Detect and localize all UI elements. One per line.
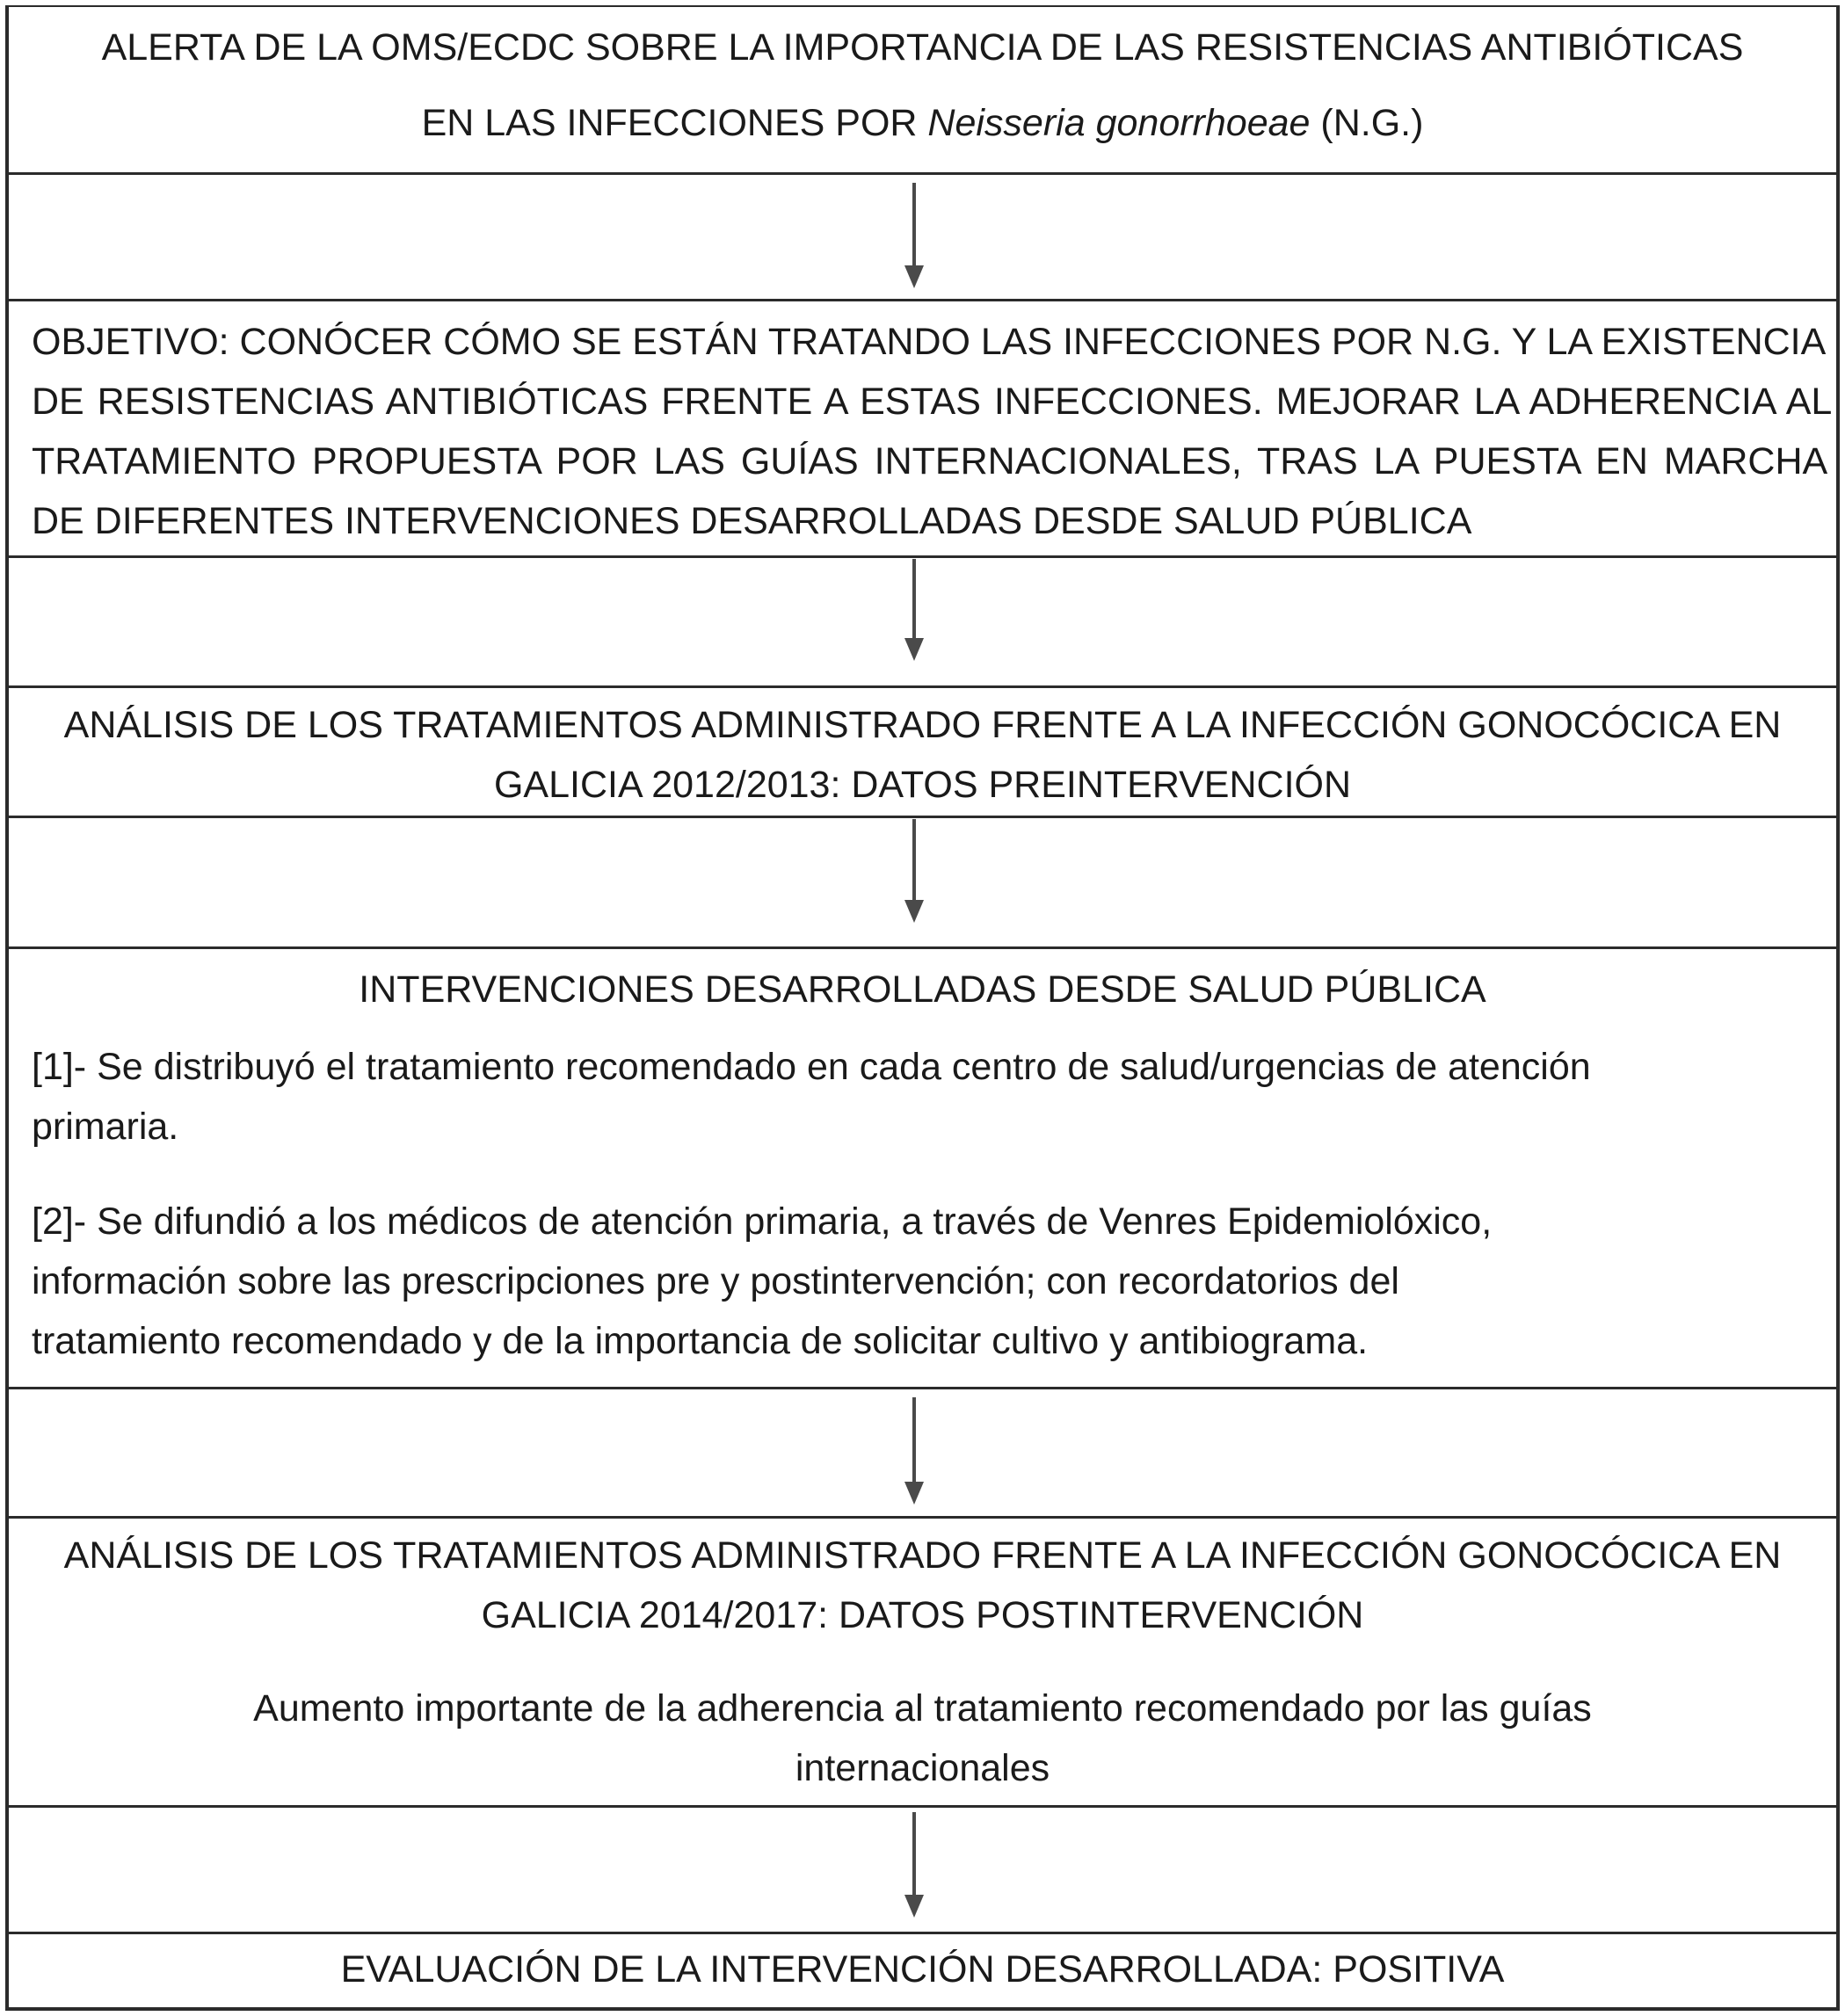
intervention-item-1-line-1: [1]- Se distribuyó el tratamiento recomendado en cada centro de salud/urgencias de atención: [32, 1046, 1591, 1088]
box-alert: [9, 7, 1836, 175]
box-alert-line-1: ALERTA DE LA OMS/ECDC SOBRE LA IMPORTANCIA DE LAS RESISTENCIAS ANTIBIÓTICAS: [101, 26, 1744, 69]
intervention-item-2: [9, 1192, 1836, 1371]
intervention-item-2-line-3: tratamiento recomendado y de la importancia de solicitar cultivo y antibiograma.: [32, 1320, 1369, 1362]
box-evaluation-text: EVALUACIÓN DE LA INTERVENCIÓN DESARROLLADA: POSITIVA: [340, 1948, 1505, 1991]
box-postintervention-line-1: ANÁLISIS DE LOS TRATAMIENTOS ADMINISTRADO FRENTE A LA INFECCIÓN GONOCÓCICA EN: [63, 1534, 1782, 1577]
box-postintervention-line-2: GALICIA 2014/2017: DATOS POSTINTERVENCIÓN: [481, 1594, 1364, 1636]
box-interventions-title: INTERVENCIONES DESARROLLADAS DESDE SALUD PÚBLICA: [359, 968, 1486, 1011]
box-objective-line-4: DE DIFERENTES INTERVENCIONES DESARROLLADAS DESDE SALUD PÚBLICA: [32, 500, 1472, 542]
arrow-3: [904, 819, 924, 925]
box-alert-line-2-pre: EN LAS INFECCIONES POR: [421, 102, 928, 144]
box-alert-line-2-post: (N.G.): [1310, 102, 1424, 144]
box-postintervention-result-line-1: Aumento importante de la adherencia al tratamiento recomendado por las guías: [253, 1687, 1592, 1730]
arrow-down-icon: [904, 1397, 924, 1506]
box-postintervention-result-line-2: internacionales: [795, 1747, 1050, 1789]
box-objective-line-2: DE RESISTENCIAS ANTIBIÓTICAS FRENTE A ESTAS INFECCIONES. MEJORAR LA ADHERENCIA AL: [32, 381, 1833, 423]
box-evaluation: [9, 1932, 1836, 2007]
box-interventions: [9, 946, 1836, 1389]
box-alert-line-2: [9, 93, 1836, 153]
arrow-2: [904, 559, 924, 663]
intervention-item-2-line-1: [2]- Se difundió a los médicos de atención primaria, a través de Venres Epidemiolóxico,: [32, 1200, 1493, 1243]
arrow-1: [904, 183, 924, 290]
box-objective: [9, 299, 1836, 558]
arrow-down-icon: [904, 559, 924, 663]
arrow-down-icon: [904, 1812, 924, 1919]
intervention-item-1-line-2: primaria.: [32, 1106, 179, 1148]
arrow-down-icon: [904, 819, 924, 925]
box-preintervention: [9, 685, 1836, 818]
box-postintervention: [9, 1516, 1836, 1808]
box-preintervention-line-1: ANÁLISIS DE LOS TRATAMIENTOS ADMINISTRADO FRENTE A LA INFECCIÓN GONOCÓCICA EN: [63, 704, 1782, 746]
box-preintervention-line-2: GALICIA 2012/2013: DATOS PREINTERVENCIÓN: [493, 764, 1352, 806]
box-objective-line-1: OBJETIVO: CONÓCER CÓMO SE ESTÁN TRATANDO LAS INFECCIONES POR N.G. Y LA EXISTENCIA: [32, 321, 1827, 363]
intervention-item-2-line-2: información sobre las prescripciones pre y postintervención; con recordatorios del: [32, 1260, 1399, 1302]
intervention-item-1: [9, 1037, 1836, 1157]
box-alert-organism: Neisseria gonorrhoeae: [927, 102, 1311, 144]
arrow-5: [904, 1812, 924, 1919]
box-objective-line-3: TRATAMIENTO PROPUESTA POR LAS GUÍAS INTERNACIONALES, TRAS LA PUESTA EN MARCHA: [32, 440, 1828, 482]
arrow-down-icon: [904, 183, 924, 290]
arrow-4: [904, 1397, 924, 1506]
